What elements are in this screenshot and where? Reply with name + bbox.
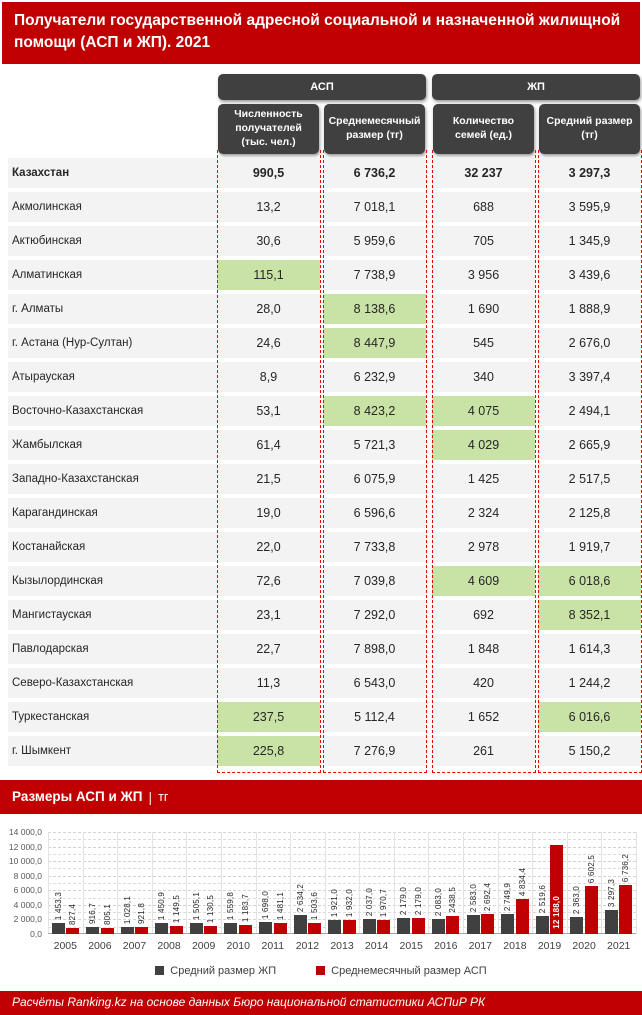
table-row: [8, 192, 642, 222]
y-axis-tick-label: 6 000,0: [13, 885, 42, 896]
bar-zhp: [224, 923, 237, 934]
bar-value-label: 2 363,0: [572, 885, 582, 914]
table-row: [8, 736, 642, 766]
region-label: Мангистауская: [8, 600, 217, 630]
table-cell: 8 423,2: [323, 396, 426, 426]
gridline-vertical: [532, 832, 533, 934]
gridline-vertical: [221, 832, 222, 934]
bar-zhp: [190, 923, 203, 934]
bar-value-label: 1 453,3: [53, 891, 63, 920]
table-cell: 23,1: [217, 600, 320, 630]
table-cell: 72,6: [217, 566, 320, 596]
table-row: [8, 362, 642, 392]
bar-zhp: [432, 919, 445, 934]
gridline: [48, 832, 636, 833]
table-cell: 3 397,4: [538, 362, 641, 392]
table-cell: 1 888,9: [538, 294, 641, 324]
x-axis-tick-label: 2016: [434, 939, 458, 952]
table-cell: 420: [432, 668, 535, 698]
region-label: Казахстан: [8, 158, 217, 188]
region-label: Карагандинская: [8, 498, 217, 528]
x-axis-tick-label: 2021: [607, 939, 631, 952]
bar-value-label: 1 559,8: [226, 891, 236, 920]
table-row: [8, 702, 642, 732]
table-cell: 7 738,9: [323, 260, 426, 290]
table-cell: 7 898,0: [323, 634, 426, 664]
table-row: [8, 464, 642, 494]
table-cell: 2 517,5: [538, 464, 641, 494]
legend-item: [155, 963, 276, 979]
gridline: [48, 854, 636, 855]
legend-item: [316, 963, 487, 979]
gridline-vertical: [428, 832, 429, 934]
table-cell: 1 690: [432, 294, 535, 324]
table-cell: 4 075: [432, 396, 535, 426]
table-cell: 7 039,8: [323, 566, 426, 596]
bar-value-label: 2 583,0: [468, 883, 478, 912]
chart-section-title: Размеры АСП и ЖП: [12, 789, 143, 805]
region-label: Алматинская: [8, 260, 217, 290]
table-cell: 3 297,3: [538, 158, 641, 188]
region-label: Северо-Казахстанская: [8, 668, 217, 698]
table-cell: 115,1: [217, 260, 320, 290]
table-cell: 53,1: [217, 396, 320, 426]
bar-zhp: [501, 914, 514, 934]
bar-value-label: 3 297,3: [606, 878, 616, 907]
y-axis-tick-label: 2 000,0: [13, 914, 42, 925]
bar-zhp: [52, 923, 65, 934]
table-row: [8, 634, 642, 664]
table-column-header-row: [0, 104, 642, 154]
table-cell: 5 150,2: [538, 736, 641, 766]
region-label: Западно-Казахстанская: [8, 464, 217, 494]
table-cell: 6 075,9: [323, 464, 426, 494]
table-cell: 6 736,2: [323, 158, 426, 188]
table-row: [8, 294, 642, 324]
gridline-vertical: [152, 832, 153, 934]
table-row: [8, 396, 642, 426]
bar-value-label: 2 179,0: [413, 886, 423, 915]
table-cell: 13,2: [217, 192, 320, 222]
region-label: Павлодарская: [8, 634, 217, 664]
region-label: г. Астана (Нур-Султан): [8, 328, 217, 358]
bar-asp: [170, 926, 183, 934]
table-cell: 340: [432, 362, 535, 392]
bar-value-label: 2 692,4: [483, 882, 493, 911]
x-axis-tick-label: 2020: [572, 939, 596, 952]
bar-value-label: 6 736,2: [621, 853, 631, 882]
column-header-families: Количество семей (ед.): [433, 104, 534, 154]
column-header-recipients: Численность получателей (тыс. чел.): [218, 104, 319, 154]
page-title: Получатели государственной адресной социальной и назначенной жилищной помощи (АСП и ЖП). 2021: [2, 2, 640, 64]
bar-asp: [343, 920, 356, 934]
table-row: [8, 158, 642, 188]
bar-value-label: 12 188,0: [552, 896, 562, 929]
region-label: Кызылординская: [8, 566, 217, 596]
region-label: Актюбинская: [8, 226, 217, 256]
table-cell: 6 016,6: [538, 702, 641, 732]
y-axis-tick-label: 8 000,0: [13, 870, 42, 881]
bar-asp: [308, 923, 321, 934]
table-cell: 7 276,9: [323, 736, 426, 766]
table-cell: 225,8: [217, 736, 320, 766]
table-cell: 6 543,0: [323, 668, 426, 698]
x-axis-tick-label: 2019: [537, 939, 562, 952]
region-label: Восточно-Казахстанская: [8, 396, 217, 426]
bar-value-label: 921,8: [137, 902, 147, 924]
bar-value-label: 1 503,6: [310, 891, 320, 920]
table-cell: 28,0: [217, 294, 320, 324]
table-cell: 7 733,8: [323, 532, 426, 562]
bar-value-label: 1 183,7: [240, 893, 250, 922]
bar-asp: [585, 886, 598, 934]
gridline: [48, 847, 636, 848]
bar-value-label: 2438,5: [448, 887, 458, 913]
table-cell: 22,0: [217, 532, 320, 562]
bar-asp: [66, 928, 79, 934]
table-cell: 692: [432, 600, 535, 630]
x-axis-tick-label: 2014: [364, 939, 389, 952]
table-cell: 8 352,1: [538, 600, 641, 630]
gridline-vertical: [290, 832, 291, 934]
y-axis-tick-label: 4 000,0: [13, 899, 42, 910]
x-axis-tick-label: 2015: [399, 939, 423, 952]
x-axis-tick-label: 2013: [330, 939, 354, 952]
x-axis-tick-label: 2011: [261, 939, 285, 952]
x-axis-tick-label: 2012: [295, 939, 320, 952]
bar-asp: [239, 925, 252, 934]
table-cell: 1 345,9: [538, 226, 641, 256]
bar-zhp: [121, 927, 134, 934]
gridline-vertical: [83, 832, 84, 934]
table-cell: 5 959,6: [323, 226, 426, 256]
legend-label: Средний размер ЖП: [170, 964, 277, 977]
bar-value-label: 1 921,0: [330, 888, 340, 917]
bar-value-label: 1 505,1: [191, 891, 201, 920]
table-cell: 2 494,1: [538, 396, 641, 426]
bar-asp: [481, 914, 494, 934]
gridline-vertical: [359, 832, 360, 934]
x-axis-tick-label: 2010: [226, 939, 250, 952]
region-label: Атырауская: [8, 362, 217, 392]
column-header-avg-monthly: Среднемесячный размер (тг): [324, 104, 425, 154]
gridline: [48, 868, 636, 869]
bar-asp: [619, 885, 632, 934]
table-cell: 3 439,6: [538, 260, 641, 290]
table-cell: 5 112,4: [323, 702, 426, 732]
source-note: Расчёты Ranking.kz на основе данных Бюро национальной статистики АСПиР РК: [0, 991, 642, 1015]
bar-zhp: [397, 918, 410, 934]
bar-zhp: [605, 910, 618, 934]
table-cell: 4 029: [432, 430, 535, 460]
table-cell: 1 614,3: [538, 634, 641, 664]
table-row: [8, 566, 642, 596]
gridline-vertical: [117, 832, 118, 934]
gridline: [48, 883, 636, 884]
table-cell: 2 125,8: [538, 498, 641, 528]
title-separator: |: [148, 788, 153, 805]
gridline-vertical: [48, 832, 49, 934]
table-cell: 32 237: [432, 158, 535, 188]
bar-value-label: 2 519,6: [537, 884, 547, 913]
region-label: Жамбылская: [8, 430, 217, 460]
x-axis-tick-label: 2005: [53, 939, 77, 952]
table-cell: 21,5: [217, 464, 320, 494]
table-cell: 24,6: [217, 328, 320, 358]
table-group-header-row: [0, 74, 642, 100]
gridline-vertical: [498, 832, 499, 934]
table-cell: 3 595,9: [538, 192, 641, 222]
x-axis-tick-label: 2008: [157, 939, 181, 952]
table-cell: 1 919,7: [538, 532, 641, 562]
table-cell: 1 425: [432, 464, 535, 494]
region-label: г. Алматы: [8, 294, 217, 324]
bar-value-label: 1 130,5: [206, 894, 216, 923]
bar-zhp: [86, 927, 99, 934]
table-row: [8, 600, 642, 630]
table-cell: 7 292,0: [323, 600, 426, 630]
x-axis-tick-label: 2017: [468, 939, 493, 952]
table-cell: 8,9: [217, 362, 320, 392]
bar-value-label: 2 179,0: [399, 886, 409, 915]
x-axis-tick-label: 2018: [503, 939, 527, 952]
table-cell: 4 609: [432, 566, 535, 596]
bar-zhp: [536, 916, 549, 934]
table-cell: 2 978: [432, 532, 535, 562]
chart-legend: [0, 963, 642, 979]
bar-asp: [101, 928, 114, 934]
bar-asp: [446, 916, 459, 934]
gridline: [48, 876, 636, 877]
chart-section-unit: тг: [158, 789, 169, 804]
bar-value-label: 2 037,0: [364, 887, 374, 916]
bar-value-label: 2 634,2: [295, 883, 305, 912]
table-row: [8, 260, 642, 290]
bar-value-label: 827,4: [68, 903, 77, 925]
table-cell: 3 956: [432, 260, 535, 290]
bar-value-label: 6 602,5: [586, 854, 596, 883]
bar-zhp: [570, 917, 583, 934]
table-cell: 990,5: [217, 158, 320, 188]
column-header-avg-size: Средний размер (тг): [539, 104, 640, 154]
data-table: [0, 74, 642, 774]
table-cell: 1 848: [432, 634, 535, 664]
table-cell: 11,3: [217, 668, 320, 698]
table-cell: 6 018,6: [538, 566, 641, 596]
bar-asp: [377, 920, 390, 934]
gridline-vertical: [567, 832, 568, 934]
y-axis-tick-label: 12 000,0: [8, 841, 42, 852]
table-row: [8, 226, 642, 256]
bar-value-label: 1 481,1: [275, 891, 285, 920]
table-cell: 22,7: [217, 634, 320, 664]
table-cell: 61,4: [217, 430, 320, 460]
table-cell: 2 665,9: [538, 430, 641, 460]
bar-value-label: 1 932,0: [344, 888, 354, 917]
bar-asp: [274, 923, 287, 934]
table-cell: 1 652: [432, 702, 535, 732]
table-cell: 237,5: [217, 702, 320, 732]
bar-zhp: [259, 922, 272, 934]
group-header-zhp: ЖП: [432, 74, 640, 100]
y-axis-tick-label: 0,0: [30, 928, 42, 939]
gridline: [48, 861, 636, 862]
region-label: Акмолинская: [8, 192, 217, 222]
bar-zhp: [363, 919, 376, 934]
legend-swatch-icon: [316, 966, 325, 975]
bar-asp: [135, 927, 148, 934]
y-axis-tick-label: 14 000,0: [8, 826, 42, 837]
legend-label: Среднемесячный размер АСП: [331, 964, 487, 977]
table-cell: 261: [432, 736, 535, 766]
bar-value-label: 1 970,7: [379, 888, 389, 917]
region-label: г. Шымкент: [8, 736, 217, 766]
bar-value-label: 2 749,9: [503, 882, 513, 911]
bar-zhp: [328, 920, 341, 934]
x-axis-tick-label: 2009: [191, 939, 216, 952]
table-cell: 5 721,3: [323, 430, 426, 460]
bar-value-label: 1 149,5: [171, 894, 181, 923]
bar-value-label: 4 834,4: [517, 867, 527, 896]
table-row: [8, 532, 642, 562]
chart-plot-area: [48, 832, 636, 934]
gridline: [48, 839, 636, 840]
region-label: Костанайская: [8, 532, 217, 562]
gridline-vertical: [601, 832, 602, 934]
y-axis-tick-label: 10 000,0: [8, 856, 42, 867]
table-cell: 6 596,6: [323, 498, 426, 528]
table-row: [8, 498, 642, 528]
x-axis-tick-label: 2007: [122, 939, 147, 952]
gridline-vertical: [325, 832, 326, 934]
table-cell: 2 324: [432, 498, 535, 528]
bar-zhp: [467, 915, 480, 934]
table-cell: 7 018,1: [323, 192, 426, 222]
region-label: Туркестанская: [8, 702, 217, 732]
bar-zhp: [155, 923, 168, 934]
legend-swatch-icon: [155, 966, 164, 975]
table-cell: 30,6: [217, 226, 320, 256]
gridline-vertical: [463, 832, 464, 934]
table-cell: 2 676,0: [538, 328, 641, 358]
table-cell: 1 244,2: [538, 668, 641, 698]
table-cell: 705: [432, 226, 535, 256]
table-cell: 688: [432, 192, 535, 222]
table-cell: 8 447,9: [323, 328, 426, 358]
bar-value-label: 916,7: [88, 902, 98, 924]
group-header-asp: АСП: [218, 74, 426, 100]
gridline-vertical: [186, 832, 187, 934]
table-row: [8, 668, 642, 698]
table-cell: 6 232,9: [323, 362, 426, 392]
gridline-vertical: [394, 832, 395, 934]
table-body: [0, 158, 642, 774]
bar-zhp: [294, 915, 307, 934]
gridline-vertical: [636, 832, 637, 934]
table-cell: 19,0: [217, 498, 320, 528]
bar-value-label: 2 083,0: [433, 887, 443, 916]
table-cell: 8 138,6: [323, 294, 426, 324]
bar-value-label: 1 450,9: [157, 891, 167, 920]
table-row: [8, 430, 642, 460]
bar-value-label: 1 698,0: [261, 890, 271, 919]
gridline-vertical: [256, 832, 257, 934]
chart-section-header: [0, 780, 642, 814]
bar-asp: [204, 926, 217, 934]
bar-chart: [0, 828, 642, 958]
bar-value-label: 805,1: [102, 903, 112, 925]
bar-value-label: 1 028,1: [122, 895, 132, 924]
bar-asp: [516, 899, 529, 934]
x-axis-tick-label: 2006: [88, 939, 112, 952]
table-cell: 545: [432, 328, 535, 358]
bar-asp: [412, 918, 425, 934]
table-row: [8, 328, 642, 358]
